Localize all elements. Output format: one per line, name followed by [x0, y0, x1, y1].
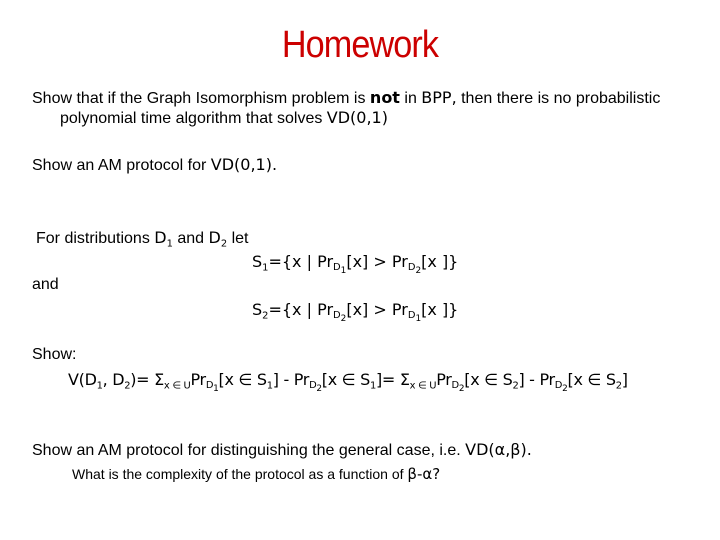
formula-variation-distance: $V(D_1$, $D_2)= \Sigma_{x \in U}Pr_{D_1}[x$ ∈ $S_1] - Pr_{D_2}[x$ ∈ $S_1]= \Sigma_{x \in U}Pr_{D_2}[x$ ∈ $S_2] - Pr_{D_2}[x$ ∈ $S_2$]	[68, 370, 628, 395]
symbol-d1: $D_1$	[154, 228, 173, 250]
paragraph-graph-isomorphism-line2	[60, 108, 388, 128]
definition-s2: $S_2=\{x$ | $Pr_{D_2}[x] > Pr_{D_1}[x$ ]}	[252, 300, 459, 325]
text: For distributions	[36, 230, 155, 247]
text: then there is no probabilistic	[456, 90, 661, 107]
paragraph-am-protocol	[32, 155, 277, 175]
text-not: not	[369, 88, 400, 107]
text-and: and	[32, 276, 59, 293]
text: Show that if the Graph Isomorphism problem is	[32, 90, 370, 107]
slide-title: Homework	[281, 24, 439, 66]
paragraph-general-case	[32, 440, 532, 460]
text-beta-minus-alpha: β-α?	[407, 465, 441, 483]
symbol-d2: $D_2$	[208, 228, 228, 250]
text: let	[227, 230, 249, 247]
text-vd-alpha-beta: VD(α,β).	[465, 440, 532, 459]
paragraph-graph-isomorphism	[32, 88, 660, 108]
definition-s1: $S_1=\{x$ | $Pr_{D_1}[x] > Pr_{D_2}[x$ ]}	[252, 252, 459, 277]
text: and	[172, 230, 209, 247]
text: Show an AM protocol for	[32, 157, 211, 174]
text-vd01: VD(0,1)	[326, 108, 388, 127]
paragraph-complexity-question	[72, 465, 440, 483]
text: Show an AM protocol for distinguishing the general case, i.e.	[32, 442, 466, 459]
text: polynomial time algorithm that solves	[60, 110, 327, 127]
text-show-label: Show:	[32, 346, 77, 363]
text-vd01: VD(0,1).	[210, 155, 278, 174]
text: What is the complexity of the protocol as a function of	[72, 466, 408, 482]
paragraph-distributions	[36, 228, 248, 248]
text-bpp: BPP,	[421, 88, 457, 107]
text: in	[399, 90, 422, 107]
